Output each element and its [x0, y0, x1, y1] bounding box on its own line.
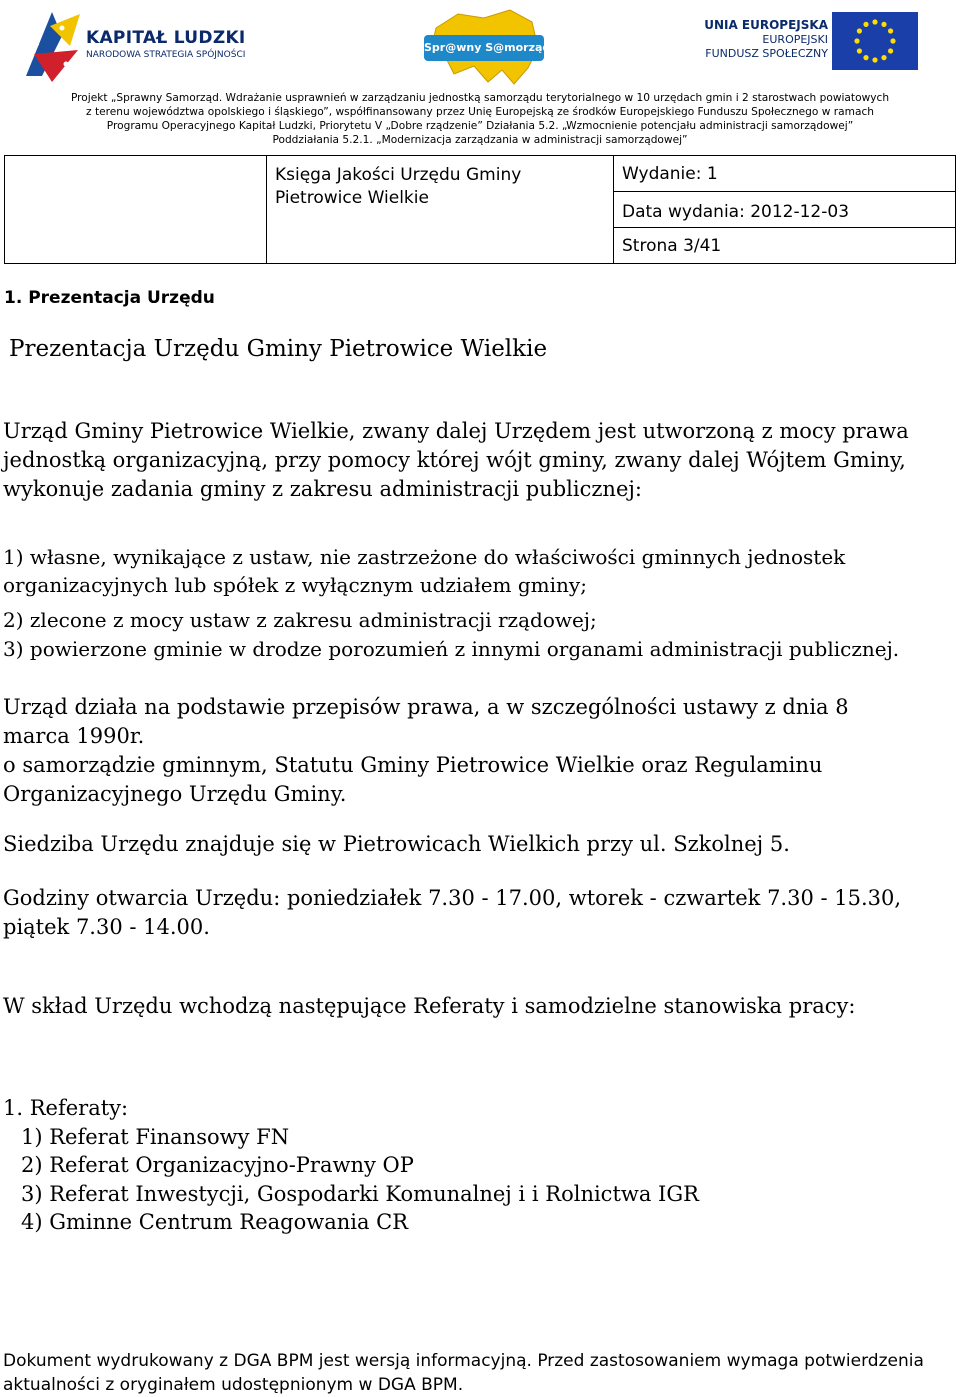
project-line: Programu Operacyjnego Kapitał Ludzki, Priorytetu V „Dobre rządzenie” Działania 5.2. „Wzmocnienie potencjału administracji samorządowej”: [106, 120, 854, 132]
page-number: Strona 3/41: [614, 228, 956, 264]
opening-hours: Godziny otwarcia Urzędu: poniedziałek 7.30 - 17.00, wtorek - czwartek 7.30 - 15.30, piątek 7.30 - 14.00.: [3, 886, 902, 939]
seat-info: Siedziba Urzędu znajduje się w Pietrowicach Wielkich przy ul. Szkolnej 5.: [3, 832, 790, 856]
legal-basis: Urząd działa na podstawie przepisów prawa, a w szczególności ustawy z dnia 8 marca 1990r.: [3, 695, 849, 748]
kapital-ludzki-emblem-icon: [22, 6, 84, 84]
project-info: [0, 91, 960, 147]
task-1: 1) własne, wynikające z ustaw, nie zastrzeżone do właściwości gminnych jednostek organizacyjnych lub spółek z wyłącznym udziałem gminy;: [3, 545, 846, 597]
logo-bar: [0, 0, 960, 88]
sprawny-samorzad-name: Spr@wny S@morząd: [424, 35, 544, 61]
section-title: Prezentacja Urzędu Gminy Pietrowice Wielkie: [9, 336, 548, 362]
eu-name: UNIA EUROPEJSKA: [704, 18, 828, 32]
kapital-ludzki-name: KAPITAŁ LUDZKI: [86, 28, 246, 48]
document-header-table: [4, 155, 956, 264]
referat-item: 1) Referat Finansowy FN: [21, 1125, 290, 1149]
kapital-ludzki-logo: [22, 6, 246, 84]
issue-date: Data wydania: 2012-12-03: [614, 192, 956, 228]
referaty-heading: 1. Referaty:: [3, 1096, 129, 1120]
eu-logo: [690, 12, 940, 72]
referat-item: 4) Gminne Centrum Reagowania CR: [21, 1210, 409, 1234]
intro-paragraph: Urząd Gminy Pietrowice Wielkie, zwany dalej Urzędem jest utworzoną z mocy prawa jednostką organizacyjną, przy pomocy której wójt gminy, zwany dalej Wójtem Gminy, wykonuje zadania gminy z zakresu administracji publicznej:: [3, 419, 909, 501]
sprawny-samorzad-logo: [418, 8, 551, 86]
footer-note: Dokument wydrukowany z DGA BPM jest wersją informacyjną. Przed zastosowaniem wymaga potwierdzenia aktualności z oryginałem udostępnionym w DGA BPM.: [3, 1351, 924, 1395]
section-heading: 1. Prezentacja Urzędu: [4, 288, 215, 308]
eu-flag-icon: [832, 12, 918, 70]
task-3: 3) powierzone gminie w drodze porozumień z innymi organami administracji publicznej.: [3, 637, 900, 661]
composition-intro: W skład Urzędu wchodzą następujące Referaty i samodzielne stanowiska pracy:: [3, 994, 856, 1018]
edition: Wydanie: 1: [614, 156, 956, 192]
project-line: Projekt „Sprawny Samorząd. Wdrażanie usprawnień w zarządzaniu jednostką samorządu terytorialnego w 10 urzędach gmin i 2 starostwach powiatowych: [70, 92, 890, 104]
referat-item: 3) Referat Inwestycji, Gospodarki Komunalnej i i Rolnictwa IGR: [21, 1182, 699, 1206]
project-line: z terenu województwa opolskiego i śląskiego”, współfinansowany przez Unię Europejską ze środków Europejskiego Funduszu Społecznego w ramach: [86, 106, 874, 118]
project-line: Poddziałania 5.2.1. „Modernizacja zarządzania w administracji samorządowej”: [272, 134, 688, 146]
header-logo-cell: [5, 156, 267, 264]
eu-fund-line-2: FUNDUSZ SPOŁECZNY: [705, 47, 828, 60]
referat-item: 2) Referat Organizacyjno-Prawny OP: [21, 1153, 414, 1177]
document-title: Księga Jakości Urzędu Gminy Pietrowice Wielkie: [267, 156, 614, 264]
eu-fund-line-1: EUROPEJSKI: [762, 33, 828, 46]
task-2: 2) zlecone z mocy ustaw z zakresu administracji rządowej;: [3, 608, 597, 632]
kapital-ludzki-subtitle: NARODOWA STRATEGIA SPÓJNOŚCI: [86, 50, 246, 60]
legal-basis-continued: o samorządzie gminnym, Statutu Gminy Pietrowice Wielkie oraz Regulaminu Organizacyjnego Urzędu Gminy.: [3, 753, 823, 806]
